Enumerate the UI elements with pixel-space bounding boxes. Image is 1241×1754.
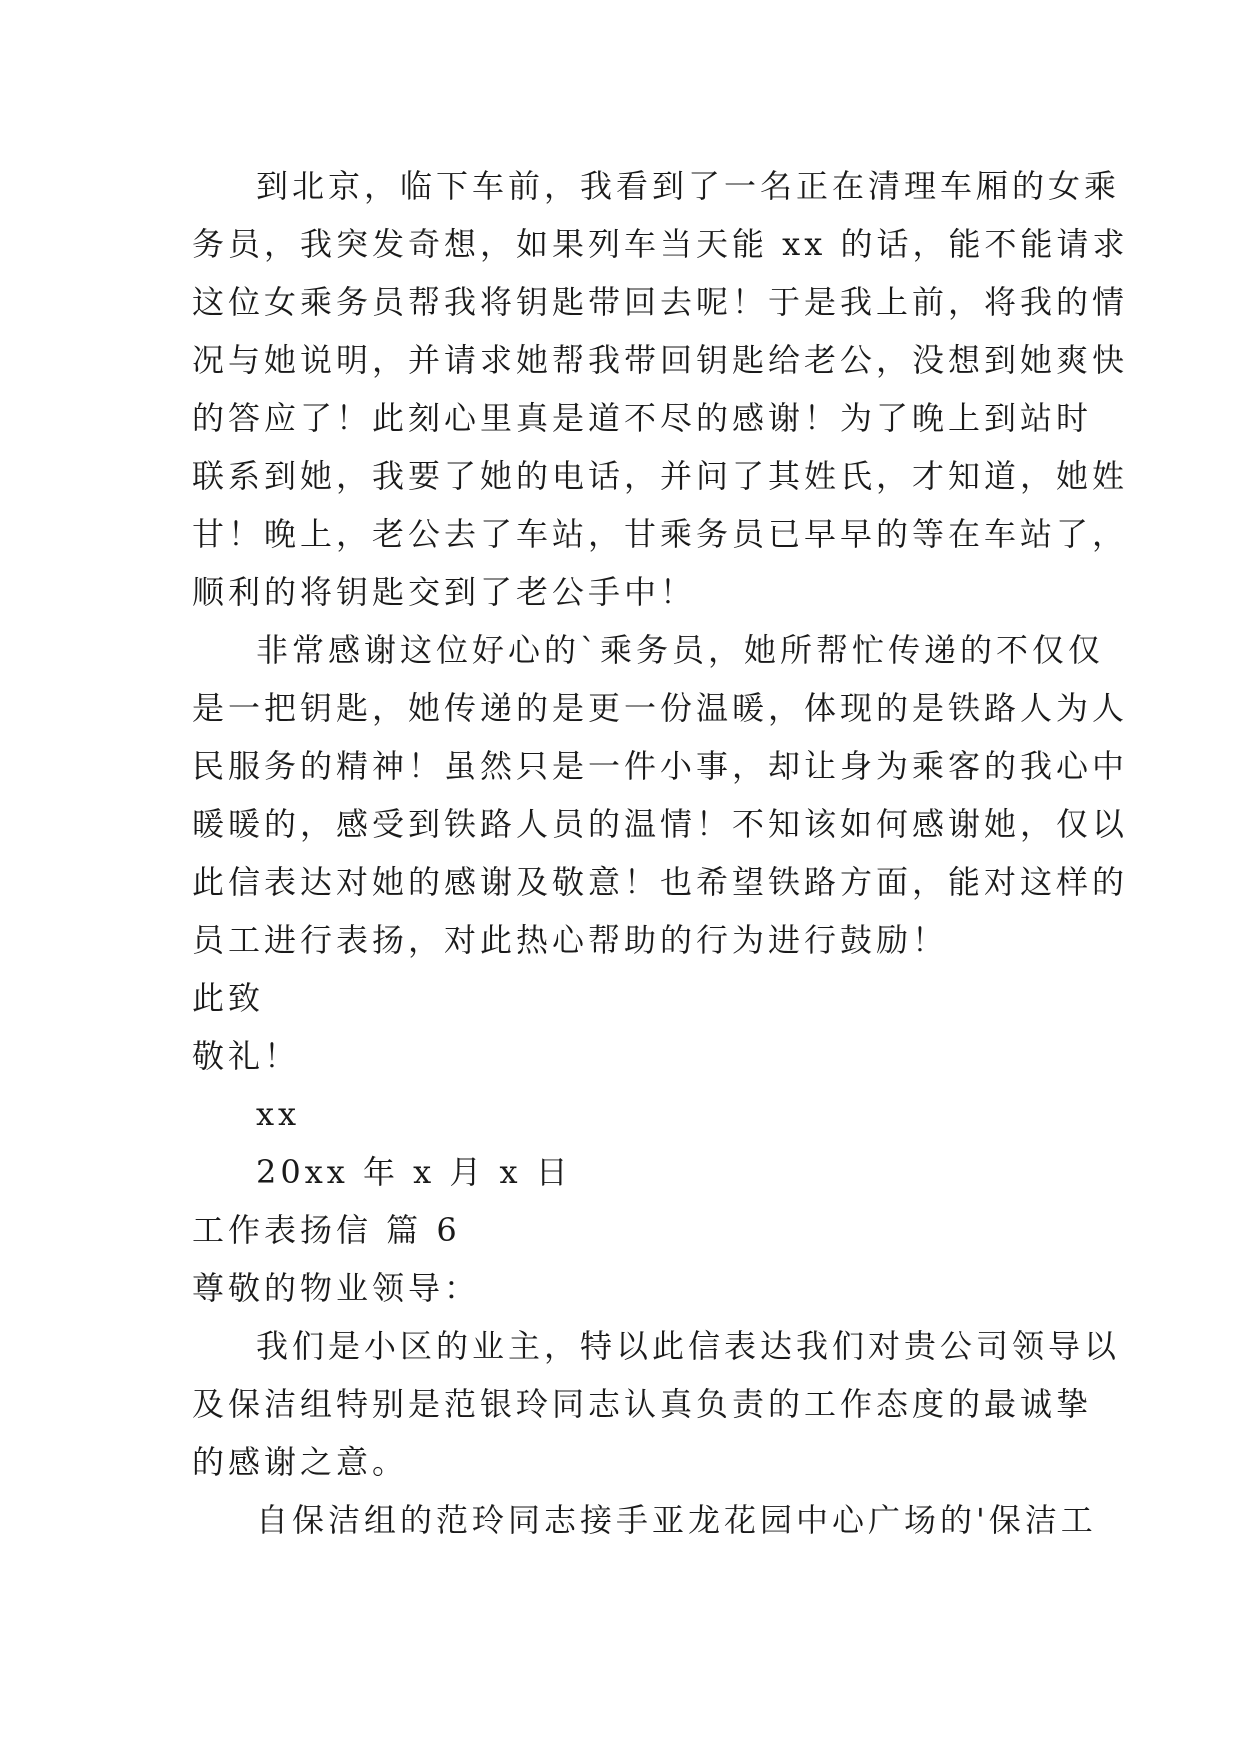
paragraph-line: 民服务的精神！虽然只是一件小事，却让身为乘客的我心中 bbox=[192, 747, 1129, 785]
section-heading: 工作表扬信 篇 6 bbox=[192, 1211, 461, 1249]
date-line: 20xx 年 x 月 x 日 bbox=[256, 1153, 572, 1191]
salutation-line: 敬礼！ bbox=[192, 1037, 301, 1075]
paragraph-line: 务员，我突发奇想，如果列车当天能 xx 的话，能不能请求 bbox=[192, 225, 1129, 263]
closing-line: 此致 bbox=[192, 979, 265, 1017]
greeting-line: 尊敬的物业领导： bbox=[192, 1269, 481, 1307]
paragraph-line: 员工进行表扬，对此热心帮助的行为进行鼓励！ bbox=[192, 921, 949, 959]
paragraph-line: 非常感谢这位好心的`乘务员，她所帮忙传递的不仅仅 bbox=[256, 631, 1105, 669]
paragraph-line: 这位女乘务员帮我将钥匙带回去呢！于是我上前，将我的情 bbox=[192, 283, 1129, 321]
paragraph-line: 甘！晚上，老公去了车站，甘乘务员已早早的等在车站了， bbox=[192, 515, 1129, 553]
paragraph-line: 到北京，临下车前，我看到了一名正在清理车厢的女乘 bbox=[256, 167, 1121, 205]
signature-line: xx bbox=[256, 1095, 301, 1133]
paragraph-line: 暖暖的，感受到铁路人员的温情！不知该如何感谢她，仅以 bbox=[192, 805, 1129, 843]
paragraph-line: 的答应了！此刻心里真是道不尽的感谢！为了晚上到站时 bbox=[192, 399, 1093, 437]
paragraph-line: 联系到她，我要了她的电话，并问了其姓氏，才知道，她姓 bbox=[192, 457, 1129, 495]
paragraph-line: 况与她说明，并请求她帮我带回钥匙给老公，没想到她爽快 bbox=[192, 341, 1129, 379]
paragraph-line: 自保洁组的范玲同志接手亚龙花园中心广场的'保洁工 bbox=[256, 1501, 1097, 1539]
paragraph-line: 我们是小区的业主，特以此信表达我们对贵公司领导以 bbox=[256, 1327, 1121, 1365]
paragraph-line: 此信表达对她的感谢及敬意！也希望铁路方面，能对这样的 bbox=[192, 863, 1129, 901]
paragraph-line: 顺利的将钥匙交到了老公手中！ bbox=[192, 573, 697, 611]
paragraph-line: 是一把钥匙，她传递的是更一份温暖，体现的是铁路人为人 bbox=[192, 689, 1129, 727]
paragraph-line: 及保洁组特别是范银玲同志认真负责的工作态度的最诚挚 bbox=[192, 1385, 1093, 1423]
paragraph-line: 的感谢之意。 bbox=[192, 1443, 409, 1481]
